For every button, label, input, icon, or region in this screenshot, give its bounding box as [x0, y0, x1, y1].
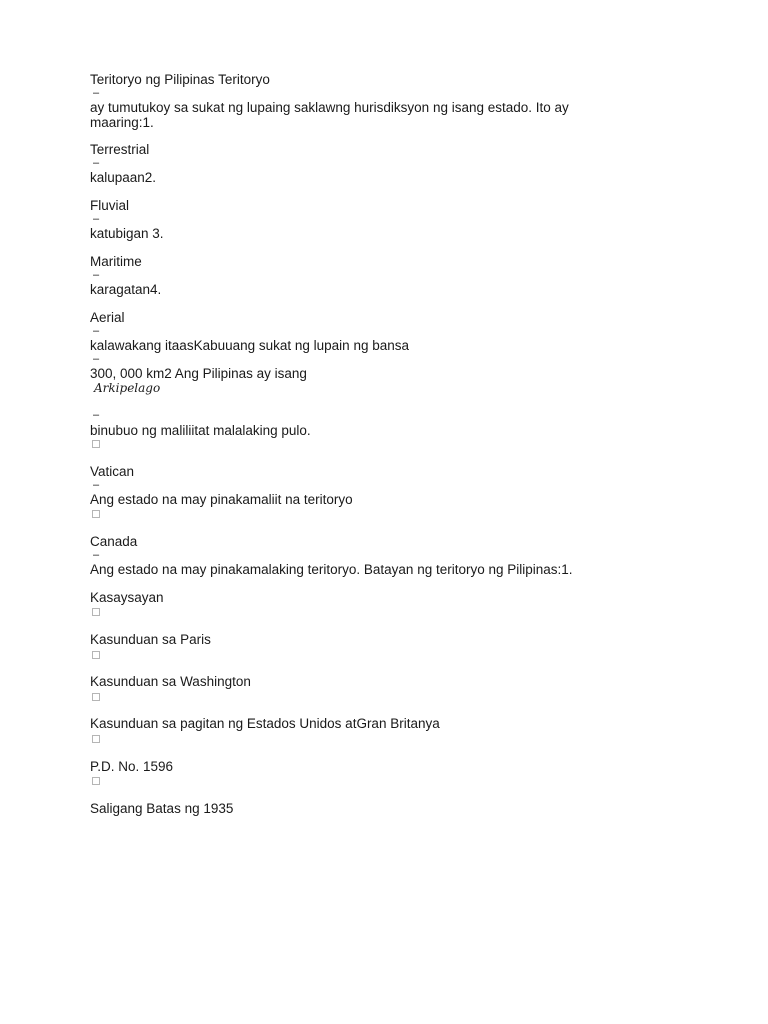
text-katubigan: katubigan 3. [90, 226, 164, 241]
text-kalupaan: kalupaan2. [90, 170, 157, 185]
item-saligang-batas: Saligang Batas ng 1935 [90, 801, 234, 816]
item-kasunduan-washington: Kasunduan sa Washington [90, 674, 251, 689]
text-pinakamalaking: Ang estado na may pinakamalaking teritoryo. Batayan ng teritoryo ng Pilipinas:1. [90, 562, 573, 577]
term-fluvial: Fluvial [90, 198, 130, 213]
bullet-box-icon [92, 510, 100, 518]
text-karagatan: karagatan4. [90, 282, 162, 297]
term-vatican: Vatican [90, 464, 135, 479]
dash-separator: – [93, 409, 100, 421]
term-canada: Canada [90, 534, 138, 549]
dash-separator: – [93, 213, 100, 225]
bullet-box-icon [92, 440, 100, 448]
item-kasunduan-us-britanya: Kasunduan sa pagitan ng Estados Unidos atGran Britanya [90, 716, 440, 731]
dash-separator: – [93, 269, 100, 281]
bullet-box-icon [92, 608, 100, 616]
bullet-box-icon [92, 693, 100, 701]
dash-separator: – [93, 549, 100, 561]
dash-separator: – [93, 353, 100, 365]
term-aerial: Aerial [90, 310, 125, 325]
text-pinakamaliit: Ang estado na may pinakamaliit na teritoryo [90, 492, 353, 507]
text-definition-cont: maaring:1. [90, 115, 154, 130]
term-terrestrial: Terrestrial [90, 142, 150, 157]
dash-separator: – [93, 87, 100, 99]
bullet-box-icon [92, 651, 100, 659]
text-area-km2: 300, 000 km2 Ang Pilipinas ay isang [90, 366, 307, 381]
bullet-box-icon [92, 777, 100, 785]
dash-separator: – [93, 325, 100, 337]
term-maritime: Maritime [90, 254, 142, 269]
heading-teritoryo: Teritoryo ng Pilipinas Teritoryo [90, 72, 270, 87]
text-kalawakang: kalawakang itaasKabuuang sukat ng lupain ng bansa [90, 338, 409, 353]
text-binubuo: binubuo ng maliliitat malalaking pulo. [90, 423, 311, 438]
bullet-box-icon [92, 735, 100, 743]
item-pd-1596: P.D. No. 1596 [90, 759, 174, 774]
dash-separator: – [93, 157, 100, 169]
dash-separator: – [93, 479, 100, 491]
text-definition: ay tumutukoy sa sukat ng lupaing saklawng hurisdiksyon ng isang estado. Ito ay [90, 100, 569, 115]
term-arkipelago: Arkipelago [94, 381, 161, 395]
item-kasaysayan: Kasaysayan [90, 590, 164, 605]
item-kasunduan-paris: Kasunduan sa Paris [90, 632, 211, 647]
